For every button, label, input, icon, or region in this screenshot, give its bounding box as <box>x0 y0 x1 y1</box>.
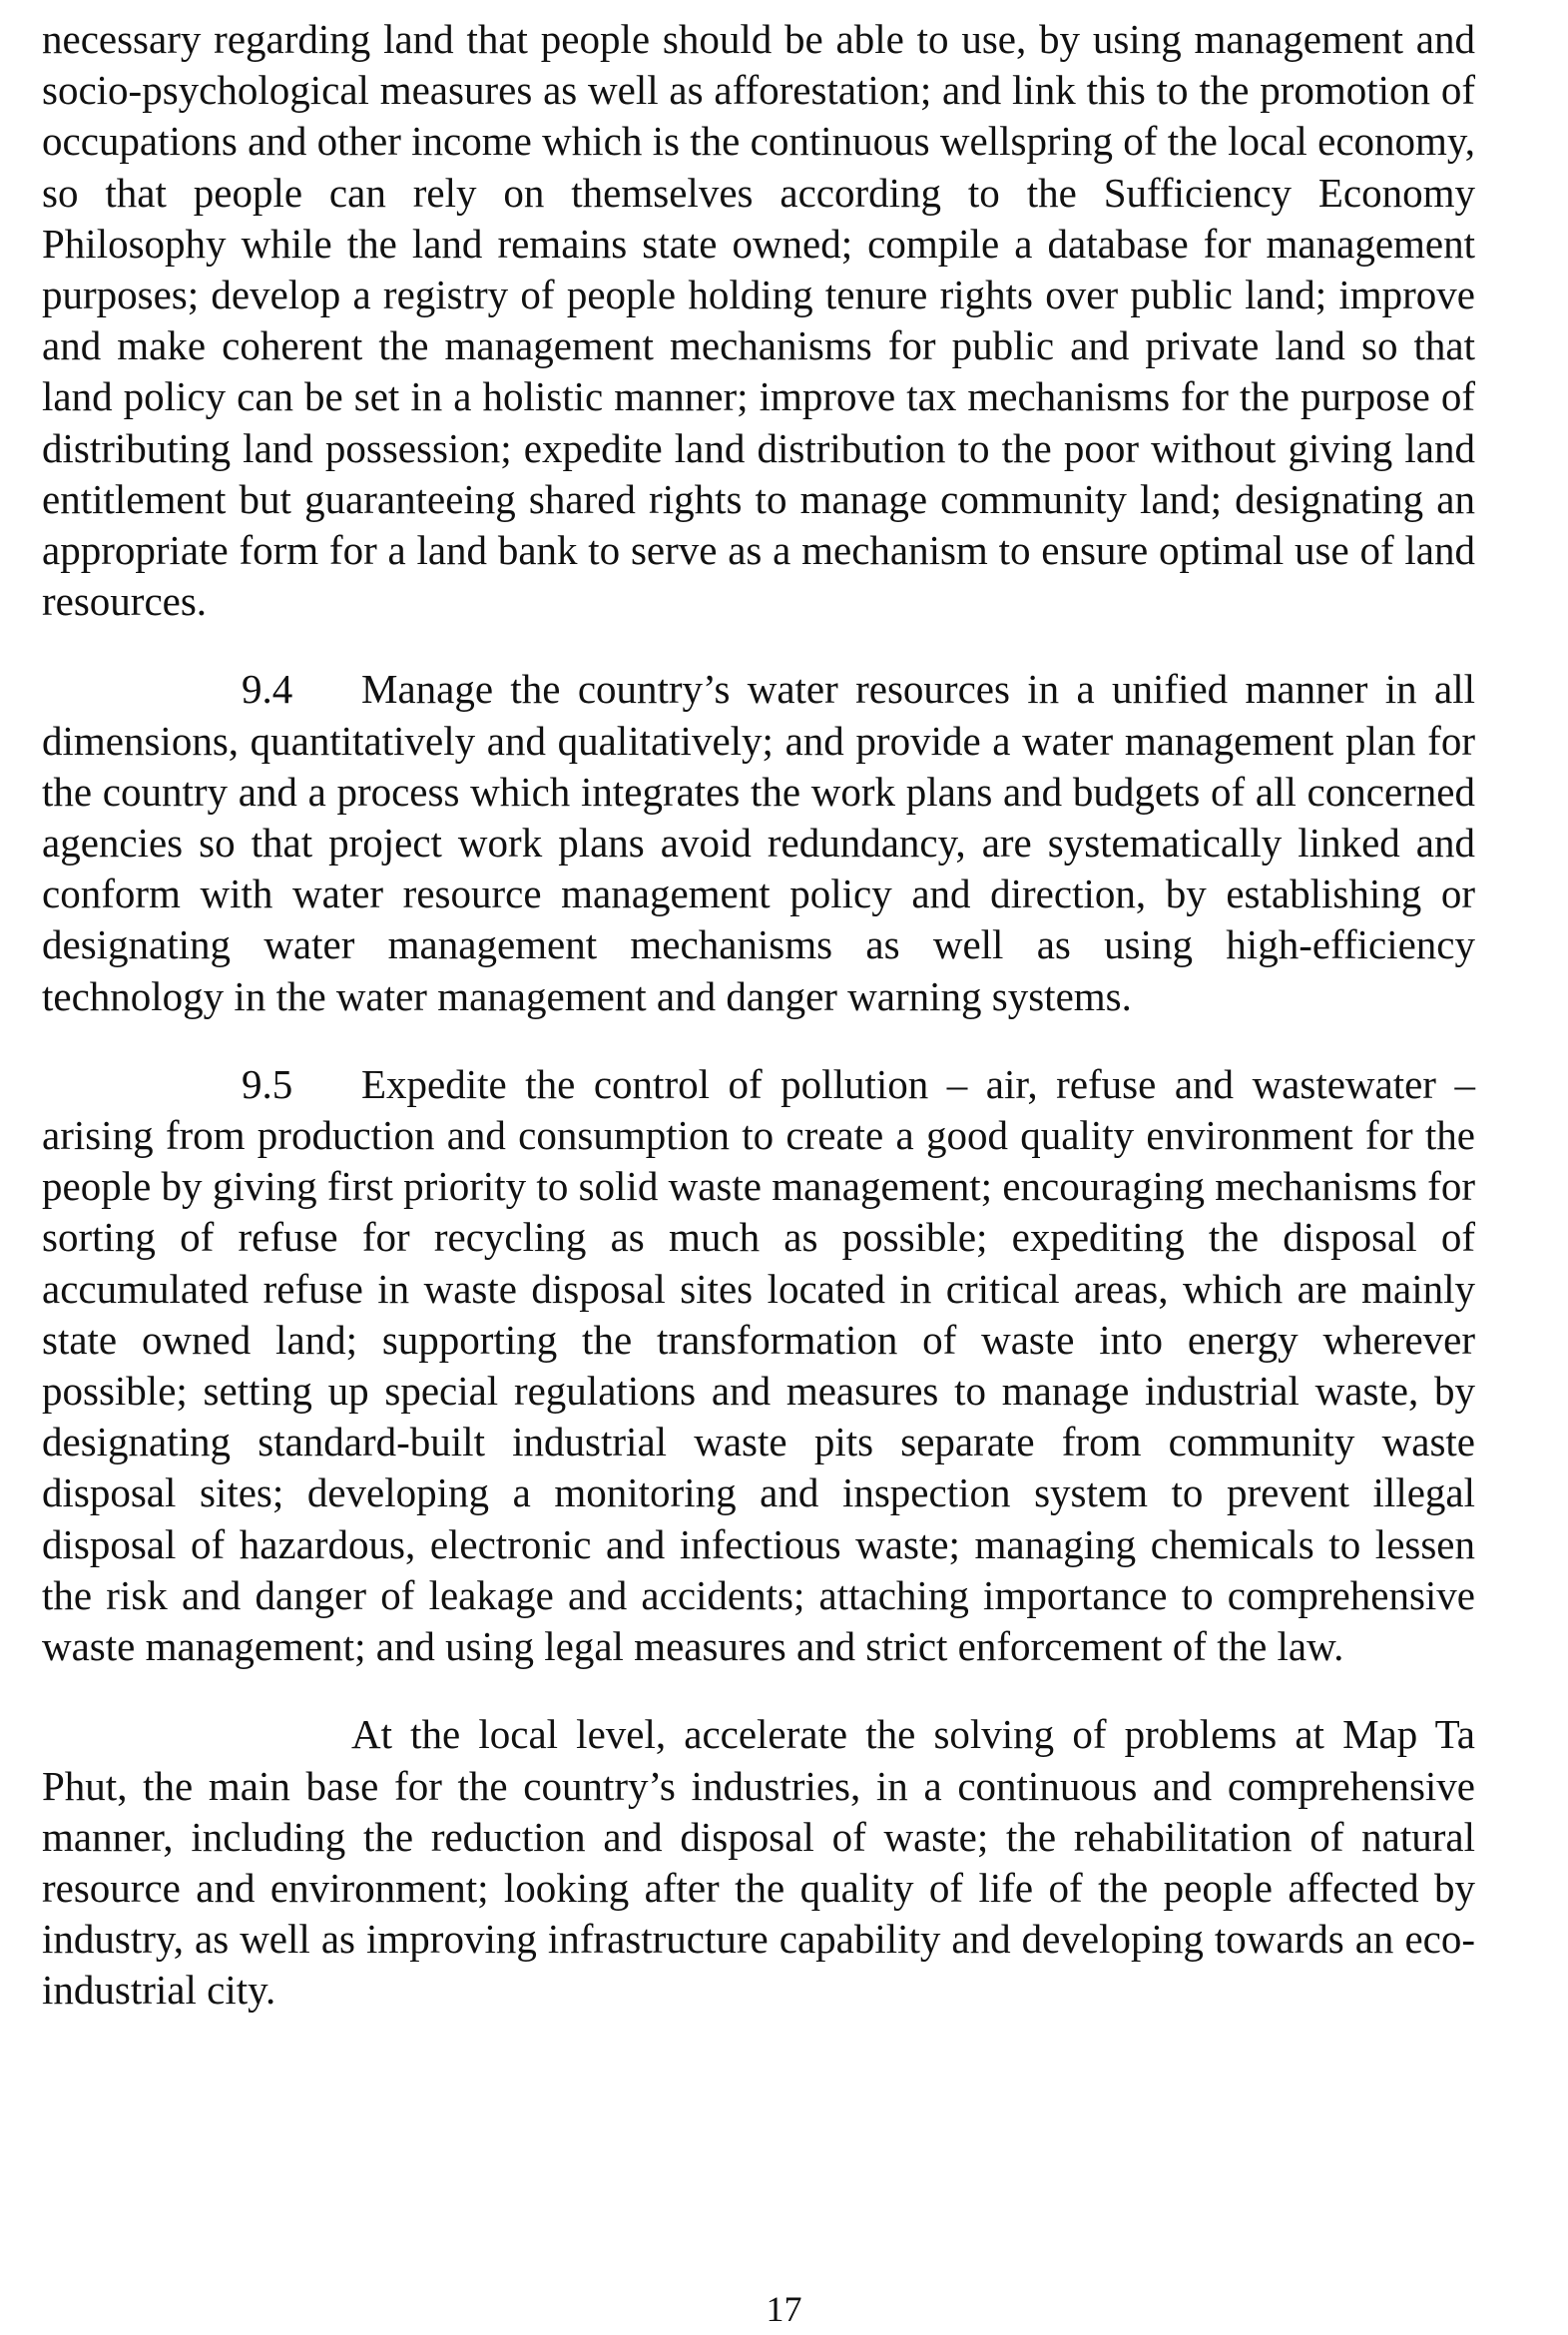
paragraph-land-policy-continued <box>42 14 1475 627</box>
paragraph-text: At the local level, accelerate the solving of problems at Map Ta Phut, the main base for the country’s industries, in a continuous and comprehensive manner, including the reduction and disposal of waste; the rehabilitation of natural resource and environment; looking after the quality of life of the people affected by industry, as well as improving infrastructure capability and developing towards an eco-industrial city. <box>42 1711 1475 2014</box>
paragraph-text: Expedite the control of pollution – air, refuse and wastewater – arising from production and consumption to create a good quality environment for the people by giving first priority to solid waste management; encouraging mechanisms for sorting of refuse for recycling as much as possible; expediting the disposal of accumulated refuse in waste disposal sites located in critical areas, which are mainly state owned land; supporting the transformation of waste into energy wherever possible; setting up special regulations and measures to manage industrial waste, by designating standard-built industrial waste pits separate from community waste disposal sites; developing a monitoring and inspection system to prevent illegal disposal of hazardous, electronic and infectious waste; managing chemicals to lessen the risk and danger of leakage and accidents; attaching importance to comprehensive waste management; and using legal measures and strict enforcement of the law. <box>42 1060 1475 1670</box>
paragraph-text: necessary regarding land that people should be able to use, by using management and socio-psychological measures as well as afforestation; and link this to the promotion of occupations and other income which is the continuous wellspring of the local economy, so that people can rely on themselves according to the Sufficiency Economy Philosophy while the land remains state owned; compile a database for management purposes; develop a registry of people holding tenure rights over public land; improve and make coherent the management mechanisms for public and private land so that land policy can be set in a holistic manner; improve tax mechanisms for the purpose of distributing land possession; expedite land distribution to the poor without giving land entitlement but guaranteeing shared rights to manage community land; designating an appropriate form for a land bank to serve as a mechanism to ensure optimal use of land resources. <box>42 16 1475 625</box>
section-number: 9.4 <box>242 666 293 713</box>
page-number: 17 <box>766 2289 802 2329</box>
paragraph-text: Manage the country’s water resources in a unified manner in all dimensions, quantitatively and qualitatively; and provide a water management plan for the country and a process which integrates the work plans and budgets of all concerned agencies so that project work plans avoid redundancy, are systematically linked and conform with water resource management policy and direction, by establishing or designating water management mechanisms as well as using high-efficiency technology in the water management and danger warning systems. <box>42 666 1475 1019</box>
section-number: 9.5 <box>242 1060 293 1107</box>
paragraph-section-9-5 <box>42 1059 1475 1672</box>
paragraph-section-9-4 <box>42 664 1475 1021</box>
paragraph-local-level <box>42 1709 1475 2016</box>
body-text <box>42 14 1475 2017</box>
